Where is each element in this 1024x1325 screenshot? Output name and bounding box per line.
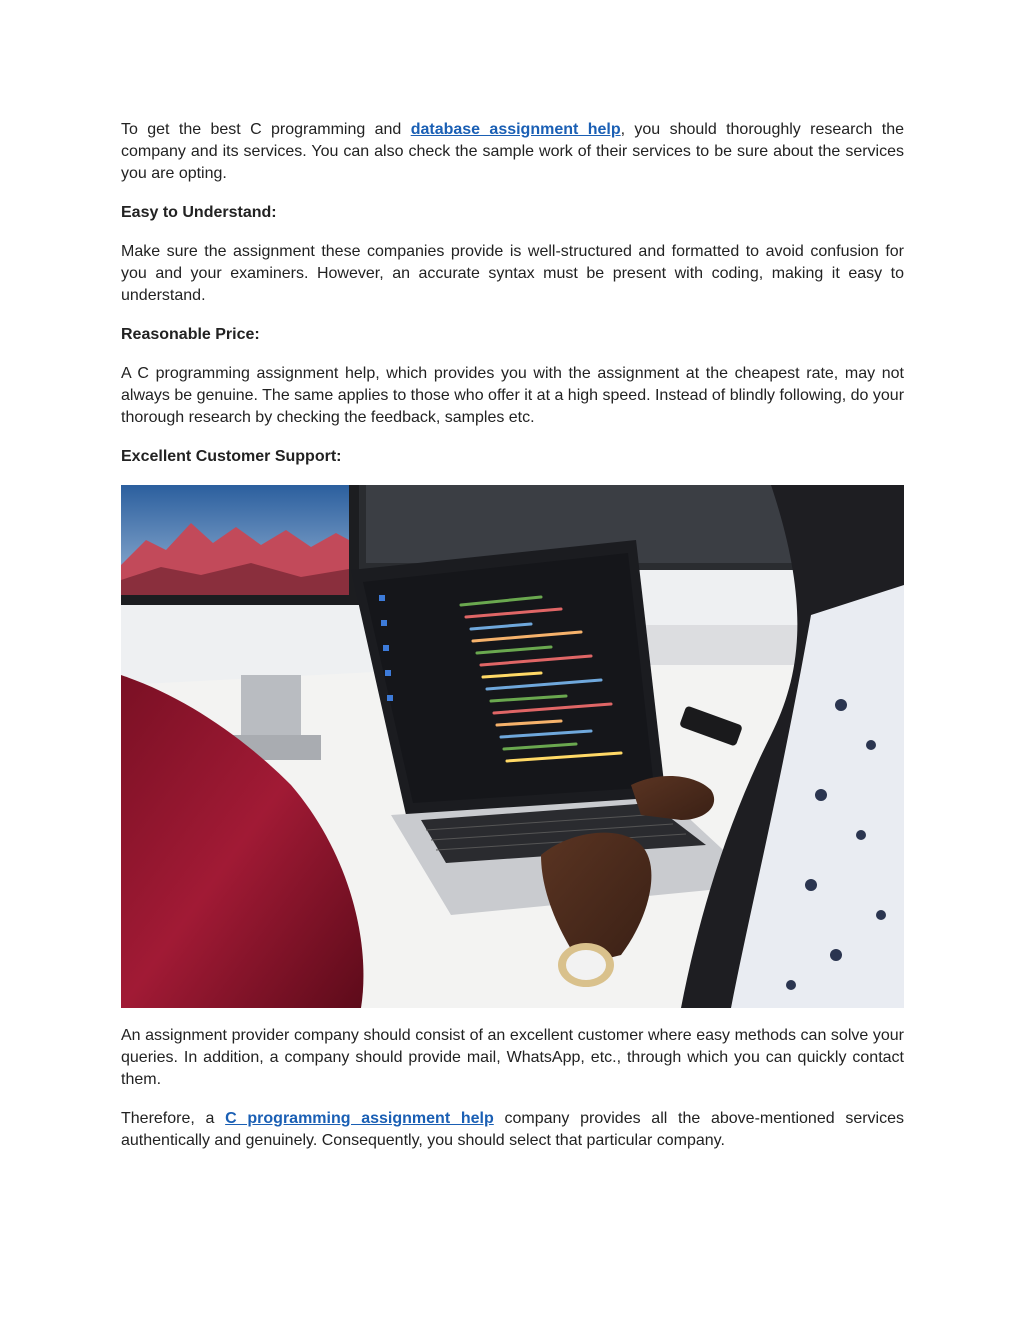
intro-paragraph bbox=[121, 119, 904, 185]
database-assignment-help-link[interactable]: database assignment help bbox=[410, 121, 621, 138]
laptop-coding-photo bbox=[121, 485, 904, 1008]
intro-text-before: To get the best C programming and bbox=[121, 121, 411, 138]
c-programming-assignment-help-link[interactable]: C programming assignment help bbox=[225, 1110, 494, 1127]
section-heading-easy-to-understand: Easy to Understand: bbox=[121, 204, 277, 221]
support-body: An assignment provider company should consist of an excellent customer where easy methods can solve your queries. In addition, a company should provide mail, WhatsApp, etc., through which you can quickly contact them. bbox=[121, 1027, 904, 1088]
section-heading-reasonable-price: Reasonable Price: bbox=[121, 326, 260, 343]
section-body-reasonable-price: A C programming assignment help, which provides you with the assignment at the cheapest rate, may not always be genuine. The same applies to those who offer it at a high speed. Instead of blindly following, do your thorough research by checking the feedback, samples etc. bbox=[121, 365, 905, 426]
intro-text-after: , you should thoroughly research the company and its services. You can also check the sample work of their services to be sure about the services you are opting. bbox=[121, 121, 905, 182]
closing-text-before: Therefore, a bbox=[121, 1110, 226, 1127]
closing-text-after: company provides all the above-mentioned services authentically and genuinely. Consequently, you should select that particular company. bbox=[121, 1110, 905, 1149]
closing-paragraph bbox=[121, 1108, 904, 1152]
section-heading-customer-support: Excellent Customer Support: bbox=[121, 448, 342, 465]
document-page bbox=[121, 119, 904, 1169]
section-body-easy-to-understand: Make sure the assignment these companies provide is well-structured and formatted to avoid confusion for you and your examiners. However, an accurate syntax must be present with coding, making it easy to understand. bbox=[121, 243, 904, 304]
